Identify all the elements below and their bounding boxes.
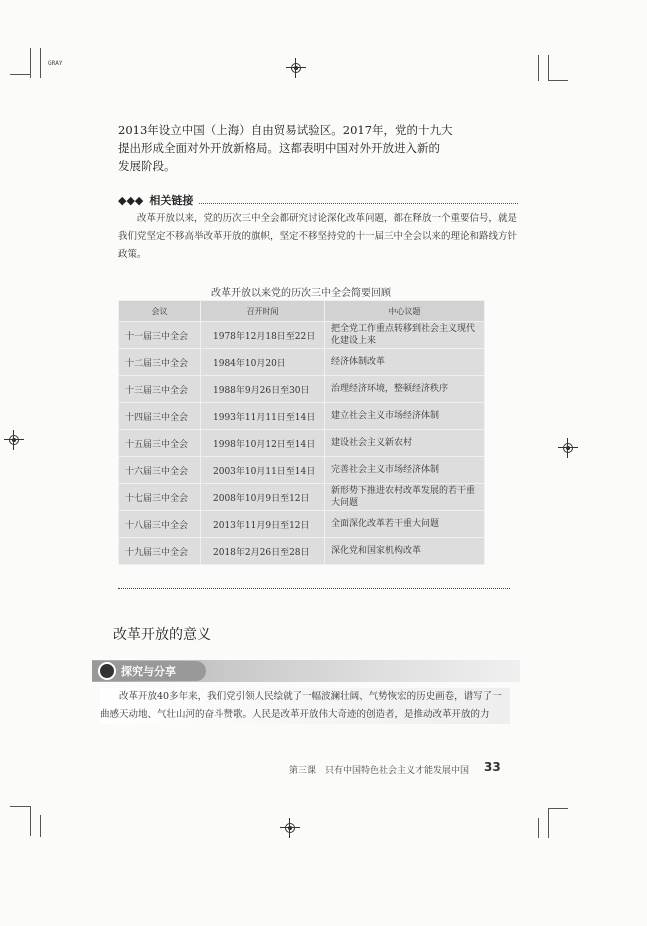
crop-mark xyxy=(538,55,539,81)
table-row xyxy=(119,430,485,457)
column-header: 会议 xyxy=(119,301,201,322)
date-cell: 1978年12月18日至22日 xyxy=(201,322,325,349)
meeting-cell: 十二届三中全会 xyxy=(119,349,201,376)
table-row xyxy=(119,538,485,565)
dotted-divider xyxy=(199,197,518,204)
date-cell: 2003年10月11日至14日 xyxy=(201,457,325,484)
page-number: 33 xyxy=(484,760,501,774)
meeting-cell: 十六届三中全会 xyxy=(119,457,201,484)
date-cell: 2018年2月26日至28日 xyxy=(201,538,325,565)
plenary-sessions-table xyxy=(118,300,485,565)
meeting-cell: 十三届三中全会 xyxy=(119,376,201,403)
topic-cell: 建立社会主义市场经济体制 xyxy=(325,403,485,430)
explore-paragraph: 改革开放40多年来，我们党引领人民绘就了一幅波澜壮阔、气势恢宏的历史画卷，谱写了一曲感天动地、气壮山河的奋斗赞歌。人民是改革开放伟大奇迹的创造者，是推动改革开放的力 xyxy=(100,688,510,724)
chapter-footer: 第三课 只有中国特色社会主义才能发展中国 xyxy=(288,766,469,776)
crop-mark xyxy=(548,808,549,838)
section-title: 改革开放的意义 xyxy=(113,627,211,643)
date-cell: 1993年11月11日至14日 xyxy=(201,403,325,430)
table-row xyxy=(119,484,485,511)
topic-cell: 深化党和国家机构改革 xyxy=(325,538,485,565)
table-title: 改革开放以来党的历次三中全会简要回顾 xyxy=(211,288,391,299)
date-cell: 1988年9月26日至30日 xyxy=(201,376,325,403)
crop-mark xyxy=(30,48,31,78)
date-cell: 1984年10月20日 xyxy=(201,349,325,376)
table-row xyxy=(119,322,485,349)
related-link-title: 相关链接 xyxy=(149,194,194,207)
intro-line: 2013年设立中国（上海）自由贸易试验区。2017年，党的十九大 xyxy=(118,123,453,137)
topic-cell: 新形势下推进农村改革发展的若干重大问题 xyxy=(325,484,485,511)
explore-share-banner xyxy=(92,660,520,682)
diamond-bullets-icon: ◆◆◆ xyxy=(118,193,144,207)
table-header-row xyxy=(119,301,485,322)
topic-cell: 全面深化改革若干重大问题 xyxy=(325,511,485,538)
date-cell: 2013年11月9日至12日 xyxy=(201,511,325,538)
crop-mark xyxy=(30,806,31,836)
meeting-cell: 十一届三中全会 xyxy=(119,322,201,349)
date-cell: 2008年10月9日至12日 xyxy=(201,484,325,511)
intro-line: 提出形成全面对外开放新格局。这都表明中国对外开放进入新的 xyxy=(118,141,440,155)
registration-mark-icon xyxy=(282,820,298,836)
registration-mark-icon xyxy=(560,440,576,456)
crop-mark xyxy=(538,818,539,838)
crop-mark xyxy=(548,808,568,809)
topic-cell: 完善社会主义市场经济体制 xyxy=(325,457,485,484)
explore-icon xyxy=(98,662,116,680)
meeting-cell: 十四届三中全会 xyxy=(119,403,201,430)
table-row xyxy=(119,349,485,376)
intro-line: 发展阶段。 xyxy=(118,159,176,173)
meeting-cell: 十七届三中全会 xyxy=(119,484,201,511)
date-cell: 1998年10月12日至14日 xyxy=(201,430,325,457)
table-row xyxy=(119,376,485,403)
column-header: 中心议题 xyxy=(325,301,485,322)
registration-mark-icon xyxy=(6,432,22,448)
table-row xyxy=(119,511,485,538)
print-color-label: GRAY xyxy=(48,60,63,67)
crop-mark xyxy=(10,806,30,807)
explore-share-tab xyxy=(92,661,206,681)
related-link-paragraph: 改革开放以来，党的历次三中全会都研究讨论深化改革问题，都在释放一个重要信号，就是我们党坚定不移高举改革开放的旗帜，坚定不移坚持党的十一届三中全会以来的理论和路线方针政策。 xyxy=(118,213,518,260)
crop-mark xyxy=(40,48,41,78)
table-row xyxy=(119,457,485,484)
table-row xyxy=(119,403,485,430)
meeting-cell: 十八届三中全会 xyxy=(119,511,201,538)
topic-cell: 建设社会主义新农村 xyxy=(325,430,485,457)
explore-share-label: 探究与分享 xyxy=(121,665,176,678)
dotted-divider xyxy=(118,588,510,589)
meeting-cell: 十五届三中全会 xyxy=(119,430,201,457)
column-header: 召开时间 xyxy=(201,301,325,322)
crop-mark xyxy=(10,74,30,75)
crop-mark xyxy=(548,80,568,81)
meeting-cell: 十九届三中全会 xyxy=(119,538,201,565)
topic-cell: 把全党工作重点转移到社会主义现代化建设上来 xyxy=(325,322,485,349)
crop-mark xyxy=(548,55,549,81)
crop-mark xyxy=(40,815,41,837)
topic-cell: 治理经济环境，整顿经济秩序 xyxy=(325,376,485,403)
related-link-heading xyxy=(118,192,518,208)
topic-cell: 经济体制改革 xyxy=(325,349,485,376)
registration-mark-icon xyxy=(288,60,304,76)
